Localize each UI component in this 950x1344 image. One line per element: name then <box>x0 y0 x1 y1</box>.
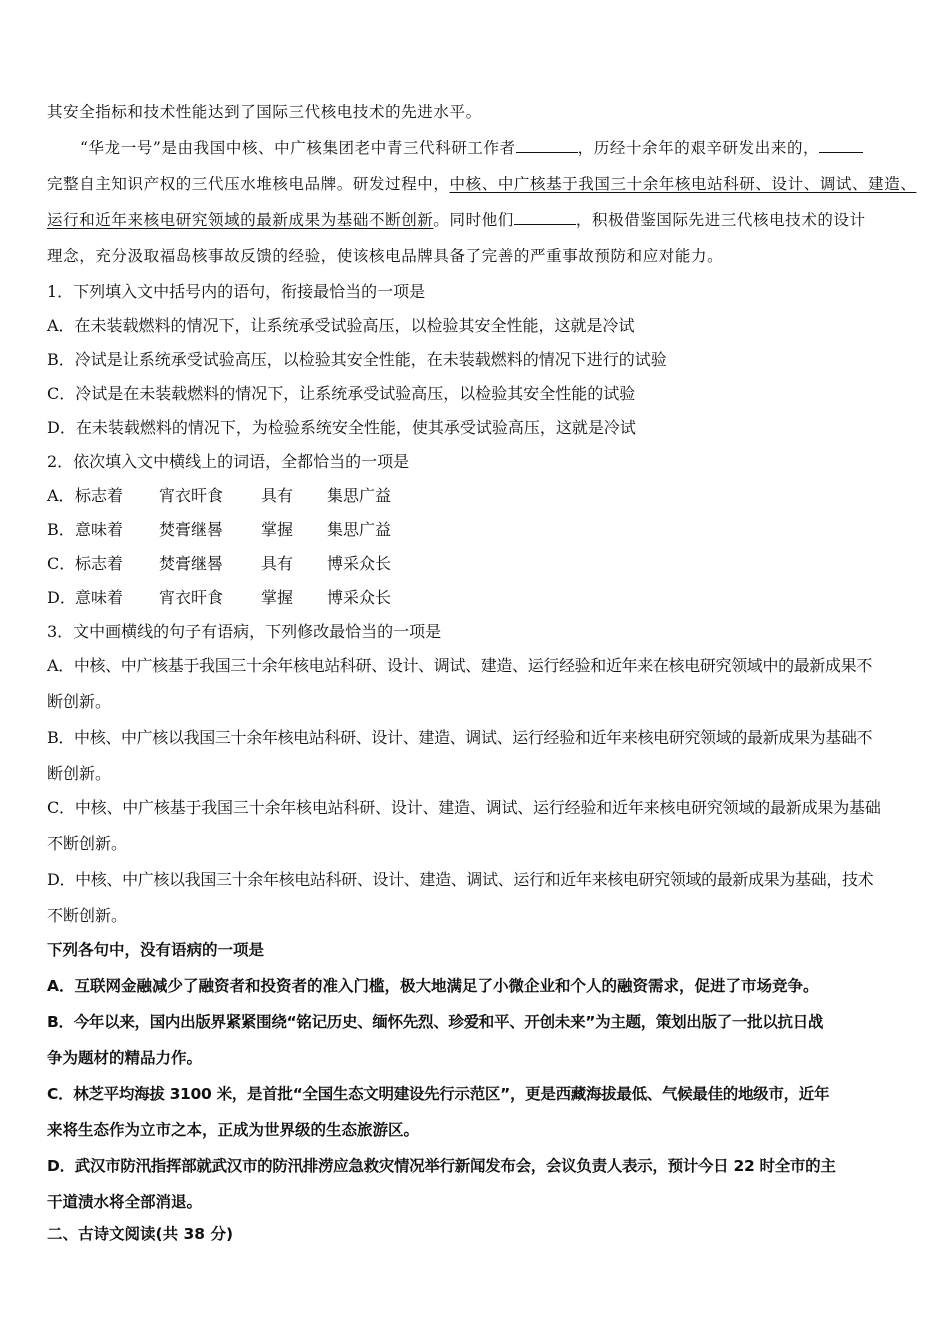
passage-line-2 <box>80 138 863 158</box>
fill-blank <box>819 138 863 153</box>
question-3-option-b-cont: 断创新。 <box>47 764 112 783</box>
question-1-option-d: D．在未装载燃料的情况下，为检验系统安全性能，使其承受试验高压，这就是冷试 <box>47 418 636 437</box>
question-4-option-d-cont: 干道渍水将全部消退。 <box>47 1193 203 1211</box>
question-3-option-c-cont: 不断创新。 <box>47 834 128 853</box>
underlined-sentence: 运行和近年来核电研究领域的最新成果为基础不断创新 <box>47 211 434 229</box>
question-1-option-a: A．在未装载燃料的情况下，让系统承受试验高压，以检验其安全性能，这就是冷试 <box>47 316 635 335</box>
question-3-option-c: C．中核、中广核基于我国三十余年核电站科研、设计、建造、调试、运行经验和近年来核电研究领域的最新成果为基础 <box>47 798 881 817</box>
question-3-option-d: D．中核、中广核以我国三十余年核电站科研、设计、建造、调试、运行和近年来核电研究领域的最新成果为基础，技术 <box>47 870 874 889</box>
passage-text: ，历经十余年的艰辛研发出来的， <box>577 139 820 157</box>
fill-blank <box>514 210 576 225</box>
passage-text: 。同时他们 <box>433 211 514 229</box>
question-1-option-b: B．冷试是让系统承受试验高压，以检验其安全性能，在未装载燃料的情况下进行的试验 <box>47 350 667 369</box>
passage-line-5 <box>47 246 723 266</box>
passage-text: ，积极借鉴国际先进三代核电技术的设计 <box>575 211 866 229</box>
question-3-option-d-cont: 不断创新。 <box>47 906 128 925</box>
question-1-option-c: C．冷试是在未装载燃料的情况下，让系统承受试验高压，以检验其安全性能的试验 <box>47 384 636 403</box>
passage-text: 完整自主知识产权的三代压水堆核电品牌。研发过程中， <box>47 175 450 193</box>
fill-blank <box>516 138 578 153</box>
section-heading: 二、古诗文阅读(共 38 分) <box>47 1225 234 1243</box>
passage-line-4 <box>47 210 866 230</box>
question-4-option-c-cont: 来将生态作为立市之本，正成为世界级的生态旅游区。 <box>47 1121 420 1139</box>
question-3-option-a: A．中核、中广核基于我国三十余年核电站科研、设计、调试、建造、运行经验和近年来在核电研究领域中的最新成果不 <box>47 656 873 675</box>
question-4-stem: 下列各句中，没有语病的一项是 <box>47 941 265 959</box>
question-4-option-a: A．互联网金融减少了融资者和投资者的准入门槛，极大地满足了小微企业和个人的融资需求，促进了市场竞争。 <box>47 977 819 995</box>
passage-text: “华龙一号”是由我国中核、中广核集团老中青三代科研工作者 <box>80 139 516 157</box>
passage-text: 其安全指标和技术性能达到了国际三代核电技术的先进水平。 <box>47 103 482 121</box>
question-4-option-b: B．今年以来，国内出版界紧紧围绕“铭记历史、缅怀先烈、珍爱和平、开创未来”为主题，策划出版了一批以抗日战 <box>47 1013 824 1031</box>
question-3-stem: 3．文中画横线的句子有语病，下列修改最恰当的一项是 <box>47 622 442 641</box>
passage-line-1 <box>47 102 482 122</box>
question-2-option-b: B．意味着 焚膏继晷 掌握 集思广益 <box>47 520 392 539</box>
question-3-option-b: B．中核、中广核以我国三十余年核电站科研、设计、建造、调试、运行经验和近年来核电研究领域的最新成果为基础不 <box>47 728 873 747</box>
question-2-option-a: A．标志着 宵衣旰食 具有 集思广益 <box>47 486 392 505</box>
passage-text: 理念，充分汲取福岛核事故反馈的经验，使该核电品牌具备了完善的严重事故预防和应对能力。 <box>47 247 724 265</box>
question-3-option-a-cont: 断创新。 <box>47 692 112 711</box>
question-2-option-d: D．意味着 宵衣旰食 掌握 博采众长 <box>47 588 392 607</box>
question-4-option-d: D．武汉市防汛指挥部就武汉市的防汛排涝应急救灾情况举行新闻发布会，会议负责人表示，预计今日 22 时全市的主 <box>47 1157 836 1175</box>
question-4-option-b-cont: 争为题材的精品力作。 <box>47 1049 203 1067</box>
question-2-option-c: C．标志着 焚膏继晷 具有 博采众长 <box>47 554 392 573</box>
question-2-stem: 2．依次填入文中横线上的词语，全都恰当的一项是 <box>47 452 410 471</box>
underlined-sentence: 中核、中广核基于我国三十余年核电站科研、设计、调试、建造、 <box>449 175 917 193</box>
passage-line-3 <box>47 174 916 194</box>
question-4-option-c: C．林芝平均海拔 3100 米，是首批“全国生态文明建设先行示范区”，更是西藏海拔最低、气候最佳的地级市，近年 <box>47 1085 830 1103</box>
question-1-stem: 1．下列填入文中括号内的语句，衔接最恰当的一项是 <box>47 282 426 301</box>
